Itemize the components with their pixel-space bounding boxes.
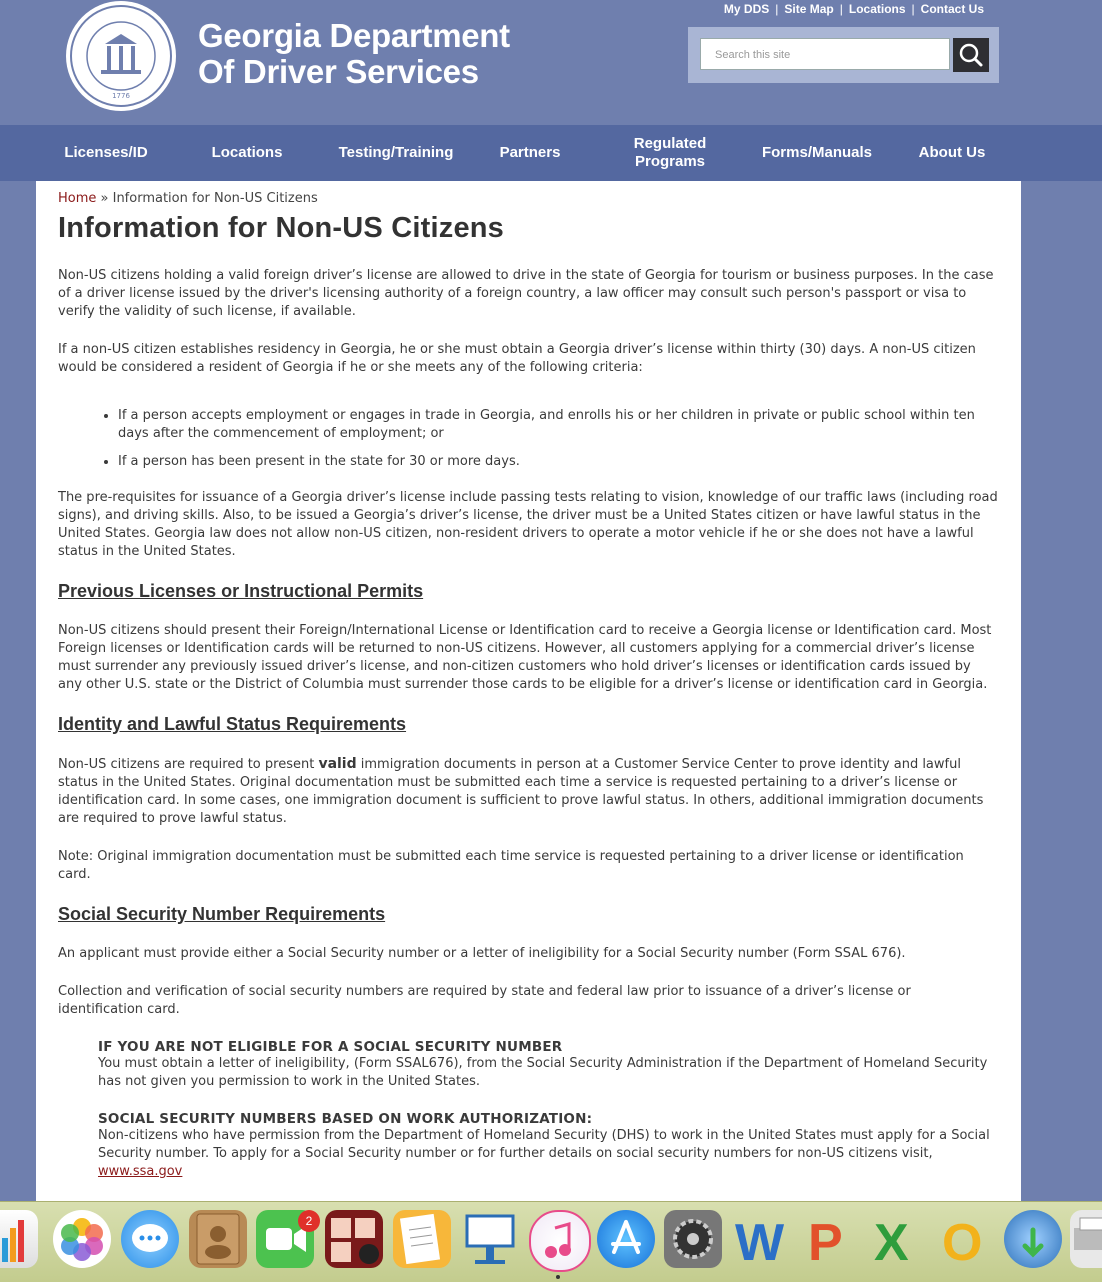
intro-paragraph: Non-US citizens holding a valid foreign driver’s license are allowed to drive in the state of Georgia for tourism or business purposes. In the case of a driver license issued by the driver's licensing authority of a foreign country, a law officer may consult such person's passport or visa to verify the validity of such license, if available.	[58, 268, 994, 319]
previous-licenses-heading: Previous Licenses or Instructional Permits	[58, 581, 424, 601]
running-indicator	[556, 1275, 560, 1279]
ineligible-text: You must obtain a letter of ineligibility, (Form SSAL676), from the Social Security Administration if the Department of Homeland Security has not given you permission to work in the United States.	[98, 1056, 988, 1089]
utility-links	[724, 2, 984, 16]
identity-paragraph	[58, 755, 998, 828]
site-title[interactable]	[198, 18, 510, 90]
facetime-badge: 2	[298, 1210, 320, 1232]
printer-icon[interactable]	[1070, 1210, 1102, 1268]
breadcrumb	[58, 191, 998, 206]
identity-text-bold: valid	[318, 756, 357, 772]
my-dds-link[interactable]: My DDS	[723, 2, 770, 16]
ssn-paragraph-1: An applicant must provide either a Social Security number or a letter of ineligibility for a Social Security number (Form SSAL 676).	[58, 946, 906, 961]
svg-text:X: X	[874, 1214, 909, 1268]
search-icon	[953, 38, 989, 72]
prerequisites-paragraph: The pre-requisites for issuance of a Georgia driver’s license include passing tests relating to vision, knowledge of our traffic laws (including road signs), and driving skills. Also, to be issued a Georgia’s driver’s license, the driver must be a United States citizen or have lawful status in the United States. Georgia law does not allow non-US citizen, non-resident drivers to operate a motor vehicle if he or she does not have a lawful status in the United States.	[58, 490, 998, 559]
list-item: • If a person accepts employment or engages in trade in Georgia, and enrolls his or her children in private or public school within ten days after the commencement of employment; or	[118, 407, 998, 443]
ineligible-block	[98, 1039, 998, 1181]
separator: |	[775, 2, 779, 16]
svg-text:1776: 1776	[112, 92, 130, 100]
powerpoint-icon[interactable]	[800, 1210, 858, 1268]
nav-locations[interactable]: Locations	[211, 144, 283, 161]
ssn-paragraph-2: Collection and verification of social security numbers are required by state and federal law prior to issuance of a driver’s license or identification card.	[58, 984, 911, 1017]
word-icon[interactable]	[733, 1210, 791, 1268]
svg-text:W: W	[735, 1214, 785, 1268]
georgia-dds-seal-logo[interactable]	[60, 0, 182, 112]
svg-text:P: P	[808, 1214, 843, 1268]
contacts-icon[interactable]	[189, 1210, 247, 1268]
separator: |	[839, 2, 843, 16]
site-title-line2: Of Driver Services	[198, 53, 479, 90]
photos-icon[interactable]	[53, 1210, 111, 1268]
excel-icon[interactable]	[868, 1210, 926, 1268]
search-button[interactable]	[953, 38, 989, 72]
svg-text:O: O	[942, 1214, 983, 1268]
ssn-heading: Social Security Number Requirements	[58, 904, 386, 924]
keynote-icon[interactable]	[461, 1210, 519, 1268]
nav-testing-training[interactable]: Testing/Training	[338, 144, 454, 161]
network-icon[interactable]	[1004, 1210, 1062, 1268]
breadcrumb-current: Information for Non-US Citizens	[112, 191, 318, 206]
list-item: • If a person has been present in the state for 30 or more days.	[118, 453, 998, 471]
work-authorization-heading: SOCIAL SECURITY NUMBERS BASED ON WORK AUTHORIZATION:	[98, 1111, 593, 1127]
messages-icon[interactable]	[121, 1210, 179, 1268]
identity-text-a: Non-US citizens are required to present	[58, 757, 319, 772]
site-map-link[interactable]: Site Map	[784, 2, 834, 16]
work-authorization-body: Non-citizens who have permission from the Department of Homeland Security (DHS) to work in the United States must apply for a Social Security number. To apply for a Social Security number or for further details on social security numbers for non-US citizens visit,	[98, 1128, 990, 1161]
ssa-link[interactable]: www.ssa.gov	[98, 1164, 183, 1179]
search-box	[688, 27, 999, 83]
site-header	[0, 0, 1102, 125]
numbers-icon[interactable]	[0, 1210, 38, 1268]
system-preferences-icon[interactable]	[664, 1210, 722, 1268]
macos-dock	[0, 1201, 1102, 1282]
main-content	[36, 181, 1021, 1201]
ineligible-heading: IF YOU ARE NOT ELIGIBLE FOR A SOCIAL SECURITY NUMBER	[98, 1039, 563, 1055]
search-input[interactable]: Search this site	[700, 38, 950, 70]
residency-paragraph: If a non-US citizen establishes residency in Georgia, he or she must obtain a Georgia driver’s license within thirty (30) days. A non-US citizen would be considered a resident of Georgia if he or she meets any of the following criteria:	[58, 342, 976, 375]
nav-forms-manuals[interactable]: Forms/Manuals	[761, 144, 873, 161]
main-nav	[0, 125, 1102, 181]
work-authorization-text	[98, 1127, 998, 1181]
residency-criteria-list	[58, 407, 998, 471]
outlook-icon[interactable]	[936, 1210, 994, 1268]
app-store-icon[interactable]	[597, 1210, 655, 1268]
site-title-line1: Georgia Department	[198, 17, 510, 54]
locations-link[interactable]: Locations	[848, 2, 906, 16]
identity-heading: Identity and Lawful Status Requirements	[58, 714, 407, 734]
previous-licenses-paragraph: Non-US citizens should present their Foreign/International License or Identification card to receive a Georgia license or Identification card. Most Foreign licenses or Identification cards will be returned to non-US citizens. However, all customers applying for a commercial driver’s license must surrender any previously issued driver’s license, and non-citizen customers who hold driver’s licenses or identification cards issued by any other U.S. state or the District of Columbia must surrender those cards to be eligible for a driver’s license or identification card in Georgia.	[58, 623, 992, 692]
separator: |	[911, 2, 915, 16]
nav-licenses-id[interactable]: Licenses/ID	[64, 144, 148, 161]
nav-about-us[interactable]: About Us	[918, 144, 986, 161]
note-paragraph: Note: Original immigration documentation must be submitted each time service is requested pertaining to a driver license or identification card.	[58, 849, 964, 882]
breadcrumb-home-link[interactable]: Home	[58, 191, 97, 206]
contact-us-link[interactable]: Contact Us	[920, 2, 984, 16]
pages-icon[interactable]	[393, 1210, 451, 1268]
page-title: Information for Non-US Citizens	[58, 212, 505, 244]
photo-booth-icon[interactable]	[325, 1210, 383, 1268]
itunes-icon[interactable]	[529, 1210, 591, 1272]
nav-partners[interactable]: Partners	[499, 144, 561, 161]
nav-regulated-programs[interactable]: Regulated Programs	[633, 135, 707, 170]
breadcrumb-separator: »	[96, 191, 113, 206]
identity-text-b: immigration documents in person at a Customer Service Center to prove identity and lawful status in the United States. Original documentation must be submitted each time a service is requested pertaining to a driver’s license or identification card. In some cases, one immigration document is sufficient to prove lawful status. In others, additional immigration documents are required to prove lawful status.	[58, 757, 984, 826]
